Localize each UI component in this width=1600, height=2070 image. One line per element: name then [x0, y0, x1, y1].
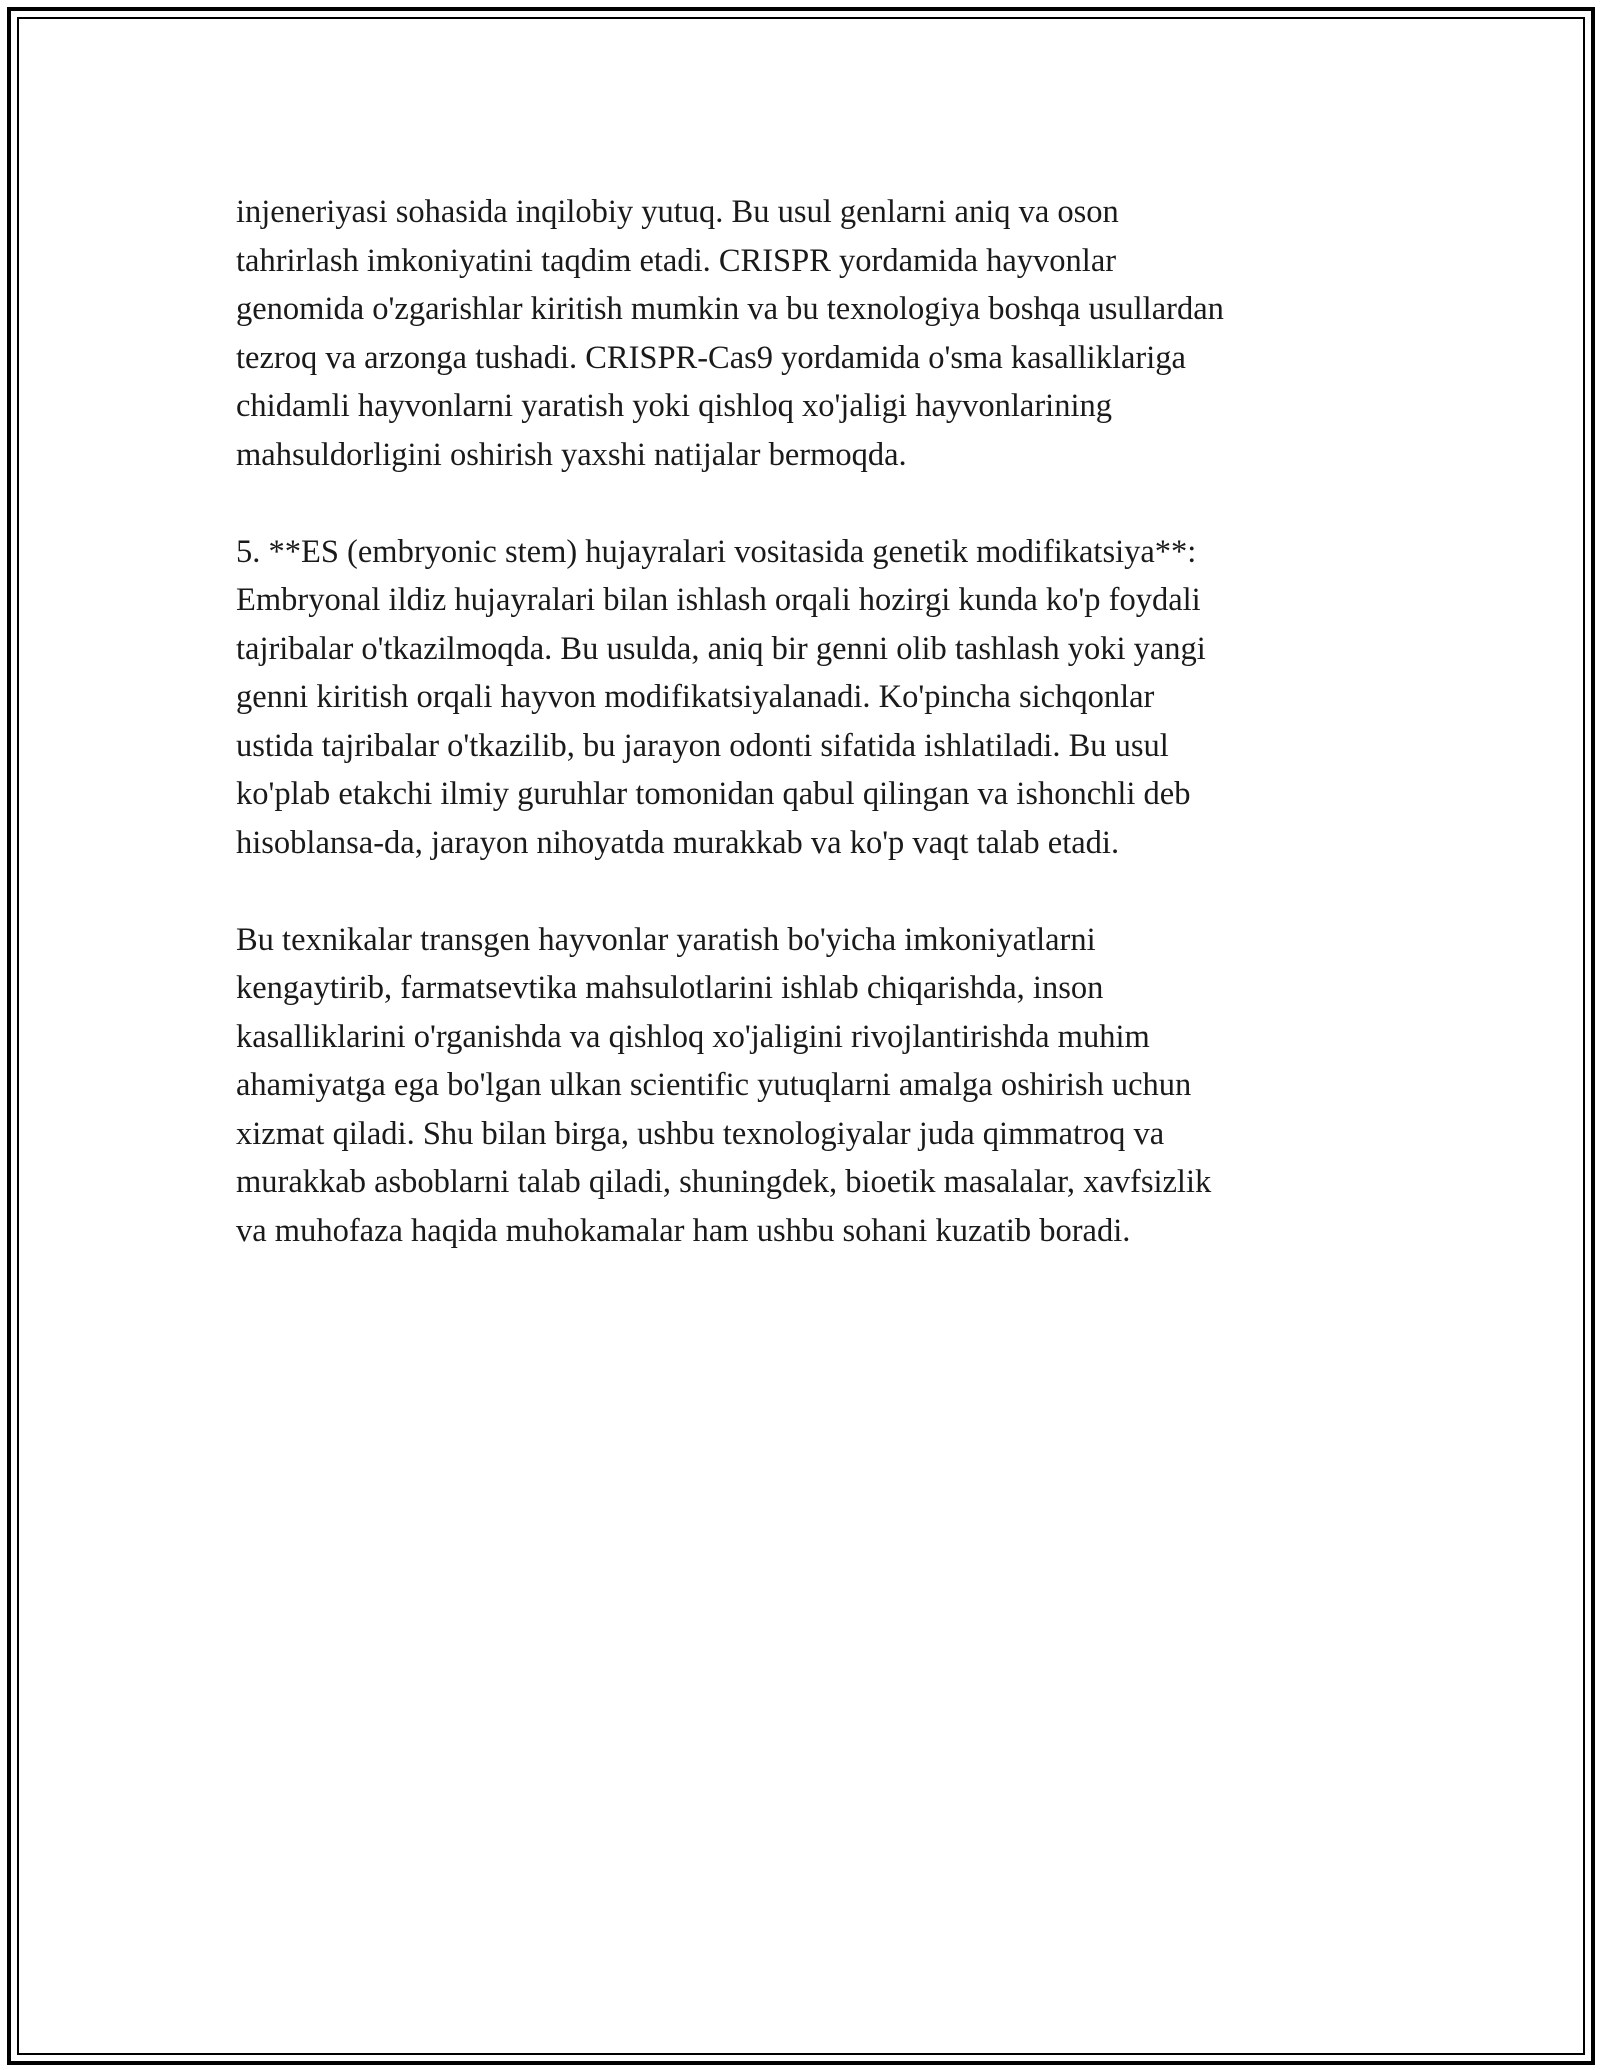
document-body: [236, 188, 1366, 1255]
paragraph-crispr: injeneriyasi sohasida inqilobiy yutuq. Bu usul genlarni aniq va oson tahrirlash imkoniyatini taqdim etadi. CRISPR yordamida hayvonlar genomida o'zgarishlar kiritish mumkin va bu texnologiya boshqa usullardan tezroq va arzonga tushadi. CRISPR-Cas9 yordamida o'sma kasalliklariga chidamli hayvonlarni yaratish yoki qishloq xo'jaligi hayvonlarining mahsuldorligini oshirish yaxshi natijalar bermoqda.: [236, 194, 1224, 473]
paragraph-conclusion: Bu texnikalar transgen hayvonlar yaratish bo'yicha imkoniyatlarni kengaytirib, farmatsevtika mahsulotlarini ishlab chiqarishda, inson kasalliklarini o'rganishda va qishloq xo'jaligini rivojlantirishda muhim ahamiyatga ega bo'lgan ulkan scientific yutuqlarni amalga oshirish uchun xizmat qiladi. Shu bilan birga, ushbu texnologiyalar juda qimmatroq va murakkab asboblarni talab qiladi, shuningdek, bioetik masalalar, xavfsizlik va muhofaza haqida muhokamalar ham ushbu sohani kuzatib boradi.: [236, 921, 1212, 1249]
paragraph-es-cells: 5. **ES (embryonic stem) hujayralari vositasida genetik modifikatsiya**: Embryonal ildiz hujayralari bilan ishlash orqali hozirgi kunda ko'p foydali tajribalar o'tkazilmoqda. Bu usulda, aniq bir genni olib tashlash yoki yangi genni kiritish orqali hayvon modifikatsiyalanadi. Ko'pincha sichqonlar ustida tajribalar o'tkazilib, bu jarayon odonti sifatida ishlatiladi. Bu usul ko'plab etakchi ilmiy guruhlar tomonidan qabul qilingan va ishonchli deb hisoblansa-da, jarayon nihoyatda murakkab va ko'p vaqt talab etadi.: [236, 533, 1206, 861]
